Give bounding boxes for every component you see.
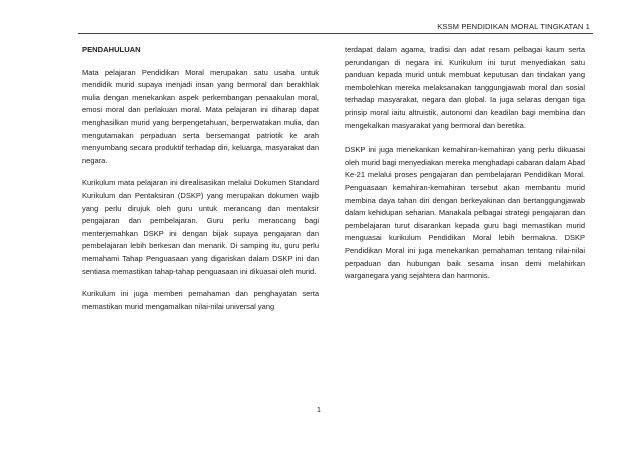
paragraph-skills: DSKP ini juga menekankan kemahiran-kemahiran yang perlu dikuasai oleh murid bagi menyediakan mereka menghadapi cabaran dalam Abad Ke-21 melalui proses pengajaran dan pembelajaran Pendidikan Moral. Penguasaan kemahiran-kemahiran tersebut akan membantu murid membina daya tahan diri dengan berkeyakinan dan bertanggungjawab dalam kehidupan seharian. Manakala pelbagai strategi pengajaran dan pembelajaran turut disarankan kepada guru bagi memastikan murid menguasai kurikulum Pendidikan Moral lebih bermakna. DSKP Pendidikan Moral ini juga menekankan pemahaman tentang nilai-nilai perpaduan dan hubungan baik sesama insan demi melahirkan warganegara yang sejahtera dan harmonis.: [345, 145, 585, 281]
paragraph-intro: Mata pelajaran Pendidikan Moral merupakan satu usaha untuk mendidik murid supaya menjadi insan yang bermoral dan berakhlak mulia dengan menekankan aspek perkembangan penaakulan moral, emosi moral dan perlakuan moral. Mata pelajaran ini diharap dapat menghasilkan murid yang berpengetahuan, berperwatakan mulia, dan mengutamakan perpaduan serta bersemangat patriotik ke arah menyumbang secara produktif terhadap diri, keluarga, masyarakat dan negara.: [82, 67, 319, 165]
page-number: 1: [316, 405, 322, 414]
page-header: KSSM PENDIDIKAN MORAL TINGKATAN 1: [437, 22, 590, 31]
left-column: [82, 44, 319, 323]
section-heading: PENDAHULUAN: [82, 45, 141, 54]
header-divider: [78, 33, 593, 34]
right-column: [345, 44, 585, 295]
paragraph-understanding: Kurikulum ini juga memberi pemahaman dan penghayatan serta memastikan murid mengamalkan nilai-nilai universal yang: [82, 289, 319, 311]
paragraph-continuation: terdapat dalam agama, tradisi dan adat resam pelbagai kaum serta perundangan di negara ini. Kurikulum ini turut menyediakan satu panduan kepada murid untuk membuat keputusan dan tindakan yang membolehkan mereka melaksanakan tanggungjawab moral dan sosial terhadap masyarakat, negara dan global. Ia juga selaras dengan tiga prinsip moral iaitu altruistik, autonomi dan keadilan bagi membina dan mengekalkan masyarakat yang bermoral dan beretika.: [345, 45, 585, 130]
paragraph-curriculum: Kurikulum mata pelajaran ini direalisasikan melalui Dokumen Standard Kurikulum dan Pentaksiran (DSKP) yang merupakan dokumen wajib yang perlu dirujuk oleh guru untuk merancang dan mentaksir pengajaran dan pembelajaran. Guru perlu merancang bagi menterjemahkan DSKP ini dengan bijak supaya pengajaran dan pembelajaran lebih berkesan dan menarik. Di samping itu, guru perlu memahami Tahap Penguasaan yang digariskan dalam DSKP ini dan sentiasa memastikan tahap-tahap penguasaan ini dikuasai oleh murid.: [82, 178, 319, 276]
